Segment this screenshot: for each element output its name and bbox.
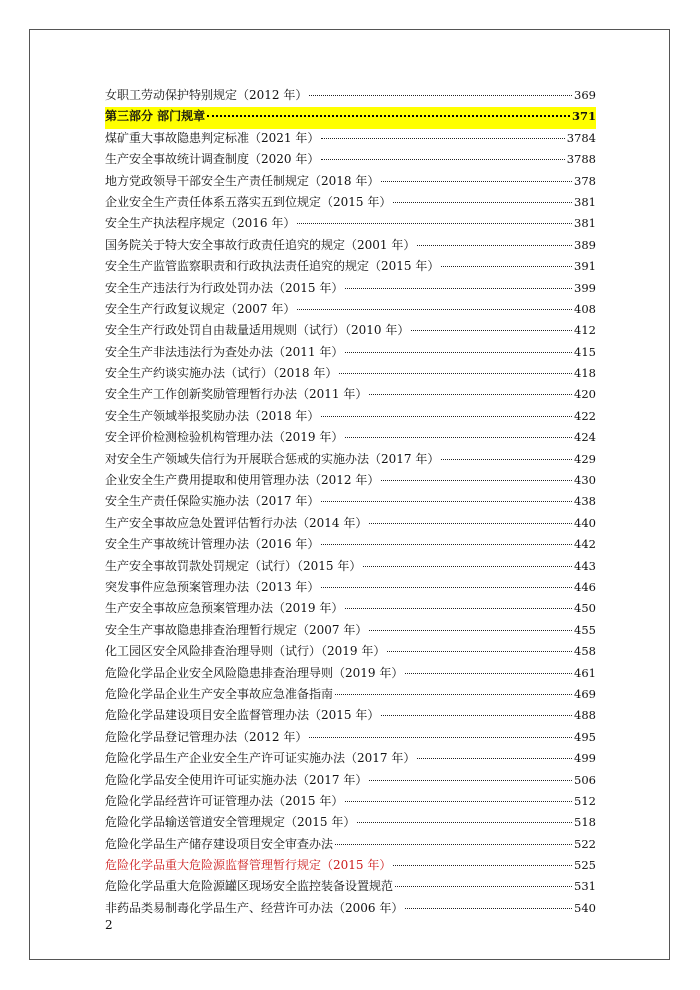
toc-entry-title: 危险化学品企业生产安全事故应急准备指南 — [105, 686, 334, 701]
page-number: 2 — [105, 918, 113, 932]
toc-entry-title: 突发事件应急预案管理办法（2013 年） — [105, 579, 320, 594]
toc-entry-title: 危险化学品重大危险源罐区现场安全监控装备设置规范 — [105, 879, 394, 894]
toc-entry-title: 安全生产责任保险实施办法（2017 年） — [105, 494, 320, 509]
toc-entry-title: 安全生产行政处罚自由裁量适用规则（试行）（2010 年） — [105, 323, 410, 338]
toc-entry-page: 420 — [574, 387, 596, 402]
toc-leader-dots — [395, 886, 572, 887]
toc-leader-dots — [321, 416, 572, 417]
toc-leader-dots — [393, 865, 572, 866]
toc-leader-dots — [393, 202, 572, 203]
toc-entry[interactable] — [105, 771, 596, 792]
toc-entry-title: 地方党政领导干部安全生产责任制规定（2018 年） — [105, 173, 380, 188]
toc-entry-page: 512 — [574, 793, 596, 808]
toc-leader-dots — [321, 159, 564, 160]
toc-leader-dots — [335, 844, 572, 845]
toc-entry-page: 469 — [574, 686, 596, 701]
toc-entry-page: 446 — [574, 579, 596, 594]
toc-entry[interactable] — [105, 599, 596, 620]
toc-leader-dots — [417, 245, 572, 246]
toc-entry-page: 495 — [574, 729, 596, 744]
toc-entry[interactable] — [105, 792, 596, 813]
toc-entry-title: 危险化学品建设项目安全监督管理办法（2015 年） — [105, 708, 380, 723]
toc-entry-title: 危险化学品生产企业安全生产许可证实施办法（2017 年） — [105, 751, 416, 766]
toc-entry[interactable] — [105, 343, 596, 364]
toc-entry-page: 415 — [574, 344, 596, 359]
toc-entry-page: 371 — [571, 109, 596, 124]
toc-entry[interactable] — [105, 471, 596, 492]
toc-entry-page: 430 — [574, 473, 596, 488]
toc-entry-page: 442 — [574, 537, 596, 552]
toc-entry-page: 369 — [574, 88, 596, 102]
toc-entry-title: 安全生产约谈实施办法（试行）（2018 年） — [105, 366, 338, 381]
toc-leader-dots — [297, 309, 572, 310]
table-of-contents — [105, 86, 596, 920]
toc-leader-dots — [363, 566, 572, 567]
toc-leader-dots — [297, 223, 572, 224]
toc-entry[interactable] — [105, 428, 596, 449]
toc-entry-page: 424 — [574, 430, 596, 445]
toc-entry[interactable] — [105, 899, 596, 920]
toc-entry[interactable] — [105, 706, 596, 727]
toc-entry[interactable] — [105, 300, 596, 321]
toc-leader-dots — [441, 266, 572, 267]
toc-leader-dots — [321, 501, 572, 502]
toc-entry[interactable] — [105, 813, 596, 834]
toc-entry-page: 458 — [574, 644, 596, 659]
toc-entry[interactable] — [105, 621, 596, 642]
toc-leader-dots — [321, 587, 572, 588]
toc-entry[interactable] — [105, 279, 596, 300]
toc-entry[interactable] — [105, 749, 596, 770]
toc-entry-page: 540 — [574, 900, 596, 915]
toc-entry-title: 危险化学品经营许可证管理办法（2015 年） — [105, 793, 344, 808]
toc-entry-page: 378 — [574, 173, 596, 188]
toc-entry-page: 381 — [574, 216, 596, 231]
toc-entry-title: 安全生产违法行为行政处罚办法（2015 年） — [105, 280, 344, 295]
toc-entry-page: 506 — [574, 772, 596, 787]
toc-entry[interactable] — [105, 642, 596, 663]
toc-entry-page: 408 — [574, 301, 596, 316]
toc-entry-page: 499 — [574, 751, 596, 766]
toc-leader-dots — [345, 437, 572, 438]
toc-entry-title: 危险化学品安全使用许可证实施办法（2017 年） — [105, 772, 368, 787]
toc-leader-dots — [345, 608, 572, 609]
toc-entry[interactable] — [105, 321, 596, 342]
toc-entry-page: 525 — [574, 858, 596, 873]
toc-leader-dots — [381, 480, 572, 481]
toc-entry-page: 438 — [574, 494, 596, 509]
toc-entry-page: 450 — [574, 601, 596, 616]
toc-entry-title: 危险化学品生产储存建设项目安全审查办法 — [105, 836, 334, 851]
toc-entry[interactable] — [105, 728, 596, 749]
toc-entry[interactable] — [105, 214, 596, 235]
toc-entry-page: 3788 — [566, 152, 596, 167]
toc-entry[interactable] — [105, 877, 596, 898]
toc-leader-dots — [369, 394, 572, 395]
toc-entry-page: 3784 — [566, 130, 596, 145]
toc-leader-dots — [207, 115, 570, 117]
toc-entry-page: 443 — [574, 558, 596, 573]
toc-entry-page: 389 — [574, 237, 596, 252]
toc-entry-page: 429 — [574, 451, 596, 466]
toc-leader-dots — [381, 181, 572, 182]
toc-entry-title: 生产安全事故罚款处罚规定（试行）（2015 年） — [105, 558, 362, 573]
toc-leader-dots — [321, 138, 564, 139]
toc-entry-title: 危险化学品登记管理办法（2012 年） — [105, 729, 308, 744]
toc-entry-page: 412 — [574, 323, 596, 338]
toc-entry[interactable] — [105, 835, 596, 856]
toc-entry-title: 非药品类易制毒化学品生产、经营许可办法（2006 年） — [105, 900, 404, 915]
toc-entry-title: 安全生产事故统计管理办法（2016 年） — [105, 537, 320, 552]
toc-entry-title: 安全生产行政复议规定（2007 年） — [105, 301, 296, 316]
toc-entry[interactable] — [105, 685, 596, 706]
toc-leader-dots — [405, 908, 572, 909]
toc-entry-title: 危险化学品企业安全风险隐患排查治理导则（2019 年） — [105, 665, 404, 680]
toc-leader-dots — [339, 373, 572, 374]
toc-entry-title: 对安全生产领域失信行为开展联合惩戒的实施办法（2017 年） — [105, 451, 440, 466]
toc-entry[interactable] — [105, 257, 596, 278]
toc-entry-page: 488 — [574, 708, 596, 723]
toc-entry[interactable] — [105, 578, 596, 599]
toc-entry[interactable] — [105, 86, 596, 107]
toc-entry[interactable] — [105, 407, 596, 428]
toc-entry[interactable] — [105, 664, 596, 685]
toc-entry-title: 安全生产执法程序规定（2016 年） — [105, 216, 296, 231]
toc-entry-page: 381 — [574, 194, 596, 209]
toc-leader-dots — [417, 758, 572, 759]
toc-leader-dots — [309, 95, 572, 96]
toc-entry-page: 422 — [574, 408, 596, 423]
toc-leader-dots — [369, 780, 572, 781]
toc-leader-dots — [321, 544, 572, 545]
toc-entry-title: 企业安全生产责任体系五落实五到位规定（2015 年） — [105, 194, 392, 209]
toc-entry[interactable] — [105, 150, 596, 171]
toc-entry-page: 399 — [574, 280, 596, 295]
toc-entry[interactable] — [105, 193, 596, 214]
toc-leader-dots — [345, 801, 572, 802]
toc-entry-page: 418 — [574, 366, 596, 381]
toc-leader-dots — [335, 694, 572, 695]
toc-entry-page: 455 — [574, 622, 596, 637]
toc-entry-title: 生产安全事故应急预案管理办法（2019 年） — [105, 601, 344, 616]
toc-entry-page: 518 — [574, 815, 596, 830]
toc-entry[interactable] — [105, 385, 596, 406]
toc-entry[interactable] — [105, 557, 596, 578]
toc-entry-title: 第三部分 部门规章 — [105, 109, 206, 124]
toc-entry[interactable] — [105, 364, 596, 385]
toc-leader-dots — [411, 330, 572, 331]
toc-leader-dots — [345, 288, 572, 289]
toc-entry-title: 企业安全生产费用提取和使用管理办法（2012 年） — [105, 473, 380, 488]
toc-entry-title: 化工园区安全风险排查治理导则（试行）（2019 年） — [105, 644, 386, 659]
toc-entry-title: 女职工劳动保护特别规定（2012 年） — [105, 88, 308, 102]
toc-leader-dots — [441, 459, 572, 460]
toc-entry[interactable] — [105, 492, 596, 513]
toc-leader-dots — [345, 352, 572, 353]
toc-entry-title: 国务院关于特大安全事故行政责任追究的规定（2001 年） — [105, 237, 416, 252]
toc-entry[interactable] — [105, 129, 596, 150]
toc-entry[interactable] — [105, 514, 596, 535]
toc-leader-dots — [369, 630, 572, 631]
toc-entry-title: 生产安全事故统计调查制度（2020 年） — [105, 152, 320, 167]
toc-entry-title: 安全生产监管监察职责和行政执法责任追究的规定（2015 年） — [105, 259, 440, 274]
toc-leader-dots — [357, 822, 572, 823]
toc-entry-title: 煤矿重大事故隐患判定标准（2021 年） — [105, 130, 320, 145]
toc-entry-page: 522 — [574, 836, 596, 851]
toc-leader-dots — [309, 737, 572, 738]
toc-entry-title: 安全生产事故隐患排查治理暂行规定（2007 年） — [105, 622, 368, 637]
toc-entry-title: 安全生产领域举报奖励办法（2018 年） — [105, 408, 320, 423]
toc-entry[interactable] — [105, 535, 596, 556]
toc-entry[interactable] — [105, 236, 596, 257]
toc-entry[interactable] — [105, 856, 596, 877]
toc-entry-title: 安全生产非法违法行为查处办法（2011 年） — [105, 344, 344, 359]
toc-leader-dots — [387, 651, 572, 652]
toc-entry-title: 安全评价检测检验机构管理办法（2019 年） — [105, 430, 344, 445]
toc-entry-page: 440 — [574, 515, 596, 530]
toc-leader-dots — [405, 673, 572, 674]
toc-entry-title: 生产安全事故应急处置评估暂行办法（2014 年） — [105, 515, 368, 530]
toc-entry[interactable] — [105, 172, 596, 193]
toc-entry-title: 安全生产工作创新奖励管理暂行办法（2011 年） — [105, 387, 368, 402]
toc-entry-title: 危险化学品重大危险源监督管理暂行规定（2015 年） — [105, 858, 392, 873]
toc-leader-dots — [381, 715, 572, 716]
toc-leader-dots — [369, 523, 572, 524]
toc-entry-page: 391 — [574, 259, 596, 274]
toc-entry[interactable] — [105, 107, 596, 128]
toc-entry-page: 461 — [574, 665, 596, 680]
toc-entry-title: 危险化学品输送管道安全管理规定（2015 年） — [105, 815, 356, 830]
toc-entry-page: 531 — [574, 879, 596, 894]
toc-entry[interactable] — [105, 450, 596, 471]
